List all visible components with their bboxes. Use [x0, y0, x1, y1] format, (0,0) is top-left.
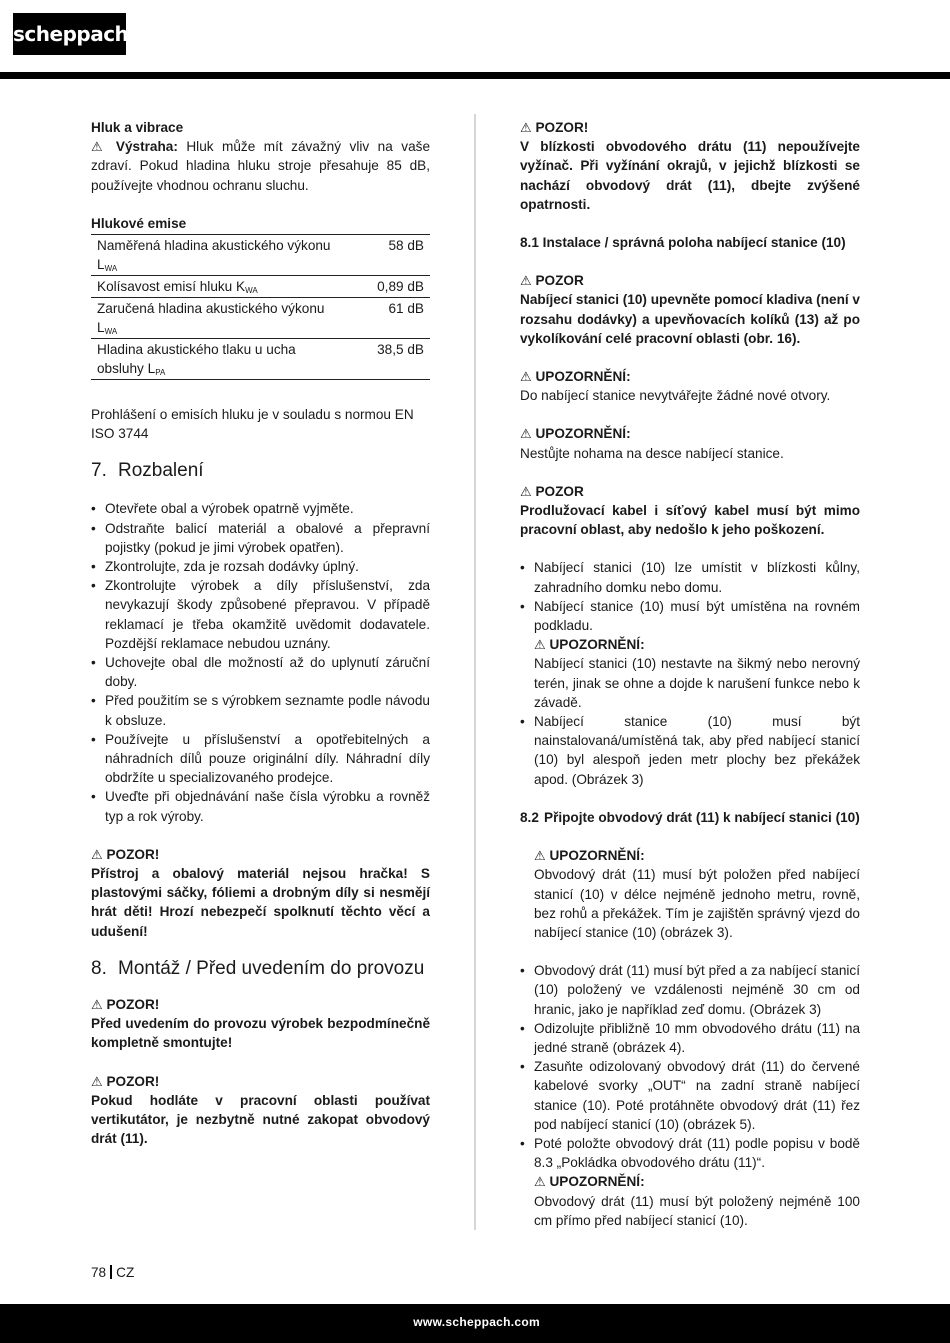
- warning-triangle-icon: ⚠: [534, 637, 546, 653]
- notice-heading: ⚠ UPOZORNĚNÍ:: [534, 637, 645, 653]
- section-7-heading: 7. Rozbalení: [91, 460, 204, 482]
- notice-text: Nabíjecí stanici (10) nestavte na šikmý nebo nerovný terén, jinak se ohne a dojde k narušení funkce nebo k závadě.: [534, 656, 860, 710]
- page-number: 78 CZ: [91, 1265, 135, 1280]
- list-item: • Nabíjecí stanici (10) lze umístit v blízkosti kůlny, zahradního domku nebo domu.: [520, 558, 860, 596]
- section-8-heading: 8. Montáž / Před uvedením do provozu: [91, 957, 425, 979]
- table-label: Kolísavost emisí hluku $K_{WA}$: [91, 276, 348, 298]
- list-item: • Zkontrolujte výrobek a díly příslušenství, zda nevykazují škody způsobené přepravou. V případě reklamací je třeba okamžitě uvědomit dodavatele. Pozdější reklamace nebudou uznány.: [91, 576, 430, 653]
- warning-triangle-icon: ⚠: [534, 848, 546, 864]
- warning-triangle-icon: ⚠: [520, 426, 532, 442]
- warning-triangle-icon: ⚠: [534, 1174, 546, 1190]
- table-value: 38,5 dB: [348, 339, 430, 380]
- table-label: Hladina akustického tlaku u ucha obsluhy $L_{PA}$: [91, 339, 348, 380]
- warning-triangle-icon: ⚠: [520, 483, 532, 499]
- placement-list-continued: [520, 712, 860, 789]
- table-value: 61 dB: [348, 298, 430, 339]
- notice-text: Obvodový drát (11) musí být položený nejméně 100 cm přímo před nabíjecí stanicí (10).: [534, 1193, 860, 1228]
- warning-triangle-icon: ⚠: [520, 273, 532, 289]
- table-label: Zaručená hladina akustického výkonu $L_{WA}$: [91, 298, 348, 339]
- list-item: • Odstraňte balicí materiál a obalové a přepravní pojistky (pokud je jimi výrobek opatřen).: [91, 519, 430, 557]
- page-separator: [110, 1265, 112, 1279]
- list-item: • Otevřete obal a výrobek opatrně vyjměte.: [91, 499, 430, 518]
- header-rule: [0, 72, 950, 79]
- emissions-heading: Hlukové emise: [91, 215, 187, 231]
- table-value: 58 dB: [348, 235, 430, 276]
- warning-triangle-icon: ⚠: [91, 996, 103, 1012]
- caution-heading: ⚠ POZOR!: [91, 1073, 160, 1089]
- noise-emissions-table: [91, 234, 430, 380]
- list-item: • Používejte u příslušenství a opotřebitelných a náhradních dílů pouze originální díly. Náhradní díly obdržíte u specializovaného prodejce.: [91, 730, 430, 788]
- noise-declaration: Prohlášení o emisích hluku je v souladu s normou EN ISO 3744: [91, 407, 414, 442]
- noise-heading: Hluk a vibrace: [91, 120, 184, 135]
- placement-list: [520, 558, 860, 635]
- notice-text: Nestůjte nohama na desce nabíjecí stanice.: [520, 445, 784, 461]
- list-item: • Uchovejte obal dle možností až do uplynutí záruční doby.: [91, 653, 430, 691]
- connection-notice: [520, 846, 860, 942]
- caution-text: Přístroj a obalový materiál nejsou hračka! S plastovými sáčky, fóliemi a drobným díly si nesmějí hrát děti! Hrozí nebezpečí spolknutí těchto věcí a udušení!: [91, 866, 430, 939]
- list-item: • Zkontrolujte, zda je rozsah dodávky úplný.: [91, 557, 430, 576]
- notice-heading: ⚠ UPOZORNĚNÍ:: [520, 426, 631, 442]
- caution-heading: ⚠ POZOR!: [520, 120, 589, 135]
- caution-text: V blízkosti obvodového drátu (11) nepoužívejte vyžínač. Při vyžínání okrajů, v jejichž blízkosti se nachází obvodový drát (11), dbejte zvýšené opatrnosti.: [520, 139, 860, 212]
- list-item: • Nabíjecí stanice (10) musí být umístěna na rovném podkladu.: [520, 597, 860, 635]
- warning-text: Hluk může mít závažný vliv na vaše zdraví. Pokud hladina hluku stroje přesahuje 85 dB, používejte vhodnou ochranu sluchu.: [91, 139, 431, 193]
- list-item: • Uveďte při objednávání naše čísla výrobku a rovněž typ a rok výroby.: [91, 787, 430, 825]
- notice-text: Do nabíjecí stanice nevytvářejte žádné nové otvory.: [520, 388, 831, 404]
- table-row: [91, 235, 430, 276]
- notice-text: Obvodový drát (11) musí být položen před nabíjecí stanicí (10) v délce nejméně jednoho metru, rovně, bez rohů a překážek. Tím je zajištěn správný vjezd do nabíjecí stanice (10) (obrázek 3).: [534, 867, 860, 940]
- footer-bar: [0, 1304, 950, 1343]
- warning-triangle-icon: ⚠: [520, 369, 532, 385]
- section-8-2-heading: 8.2 Připojte obvodový drát (11) k nabíjecí stanici (10): [520, 809, 860, 825]
- caution-text: Prodlužovací kabel i síťový kabel musí být mimo pracovní oblast, aby nedošlo k jeho poškození.: [520, 503, 860, 538]
- list-item: • Odizolujte přibližně 10 mm obvodového drátu (11) na jedné straně (obrázek 4).: [520, 1019, 860, 1057]
- list-item: • Nabíjecí stanice (10) musí být nainstalovaná/umístěná tak, aby před nabíjecí stanicí (10) byl alespoň jeden metr plochy bez překážek apod. (Obrázek 3): [520, 712, 860, 789]
- list-item: • Zasuňte odizolovaný obvodový drát (11) do červené kabelové svorky „OUT“ na zadní straně nabíjecí stanice (10). Poté protáhněte obvodový drát (11) řez pod nabíjecí stanicí (10) (obrázek 5).: [520, 1057, 860, 1134]
- left-column: [91, 118, 430, 1148]
- section-8-1-heading: 8.1 Instalace / správná poloha nabíjecí stanice (10): [520, 235, 846, 251]
- caution-heading: ⚠ POZOR!: [91, 846, 160, 862]
- warning-label: Výstraha:: [115, 139, 178, 155]
- unpacking-list: [91, 499, 430, 825]
- list-notice: [520, 1172, 860, 1230]
- noise-warning: [91, 137, 430, 195]
- scheppach-logo: scheppach: [13, 13, 126, 55]
- warning-triangle-icon: ⚠: [91, 1073, 103, 1089]
- table-value: 0,89 dB: [348, 276, 430, 298]
- table-label: Naměřená hladina akustického výkonu $L_{WA}$: [91, 235, 348, 276]
- table-row: [91, 276, 430, 298]
- table-row: [91, 298, 430, 339]
- table-row: [91, 339, 430, 380]
- notice-heading: ⚠ UPOZORNĚNÍ:: [534, 848, 645, 864]
- list-item: • Před použitím se s výrobkem seznamte podle návodu k obsluze.: [91, 691, 430, 729]
- warning-triangle-icon: ⚠: [91, 139, 108, 155]
- list-item: • Poté položte obvodový drát (11) podle popisu v bodě 8.3 „Pokládka obvodového drátu (11)“.: [520, 1134, 860, 1172]
- list-notice: [520, 635, 860, 712]
- connection-list: [520, 961, 860, 1172]
- warning-triangle-icon: ⚠: [520, 120, 532, 135]
- caution-text: Před uvedením do provozu výrobek bezpodmínečně kompletně smontujte!: [91, 1016, 430, 1051]
- notice-heading: ⚠ UPOZORNĚNÍ:: [520, 369, 631, 385]
- caution-text: Nabíjecí stanici (10) upevněte pomocí kladiva (není v rozsahu dodávky) a upevňovacích kolíků (13) až po vykolíkování celé pracovní oblasti (obr. 16).: [520, 292, 860, 346]
- caution-heading: ⚠ POZOR: [520, 483, 584, 499]
- notice-heading: ⚠ UPOZORNĚNÍ:: [534, 1174, 645, 1190]
- website-link[interactable]: www.scheppach.com: [413, 1315, 540, 1329]
- column-divider: [474, 114, 476, 1230]
- warning-triangle-icon: ⚠: [91, 846, 103, 862]
- right-column: [520, 118, 860, 1230]
- list-item: • Obvodový drát (11) musí být před a za nabíjecí stanicí (10) položený ve vzdálenosti nejméně 30 cm od hranic, jako je například zeď domu. (Obrázek 3): [520, 961, 860, 1019]
- caution-text: Pokud hodláte v pracovní oblasti používat vertikutátor, je nezbytně nutné zakopat obvodový drát (11).: [91, 1092, 430, 1147]
- caution-heading: ⚠ POZOR: [520, 273, 584, 289]
- caution-heading: ⚠ POZOR!: [91, 996, 160, 1012]
